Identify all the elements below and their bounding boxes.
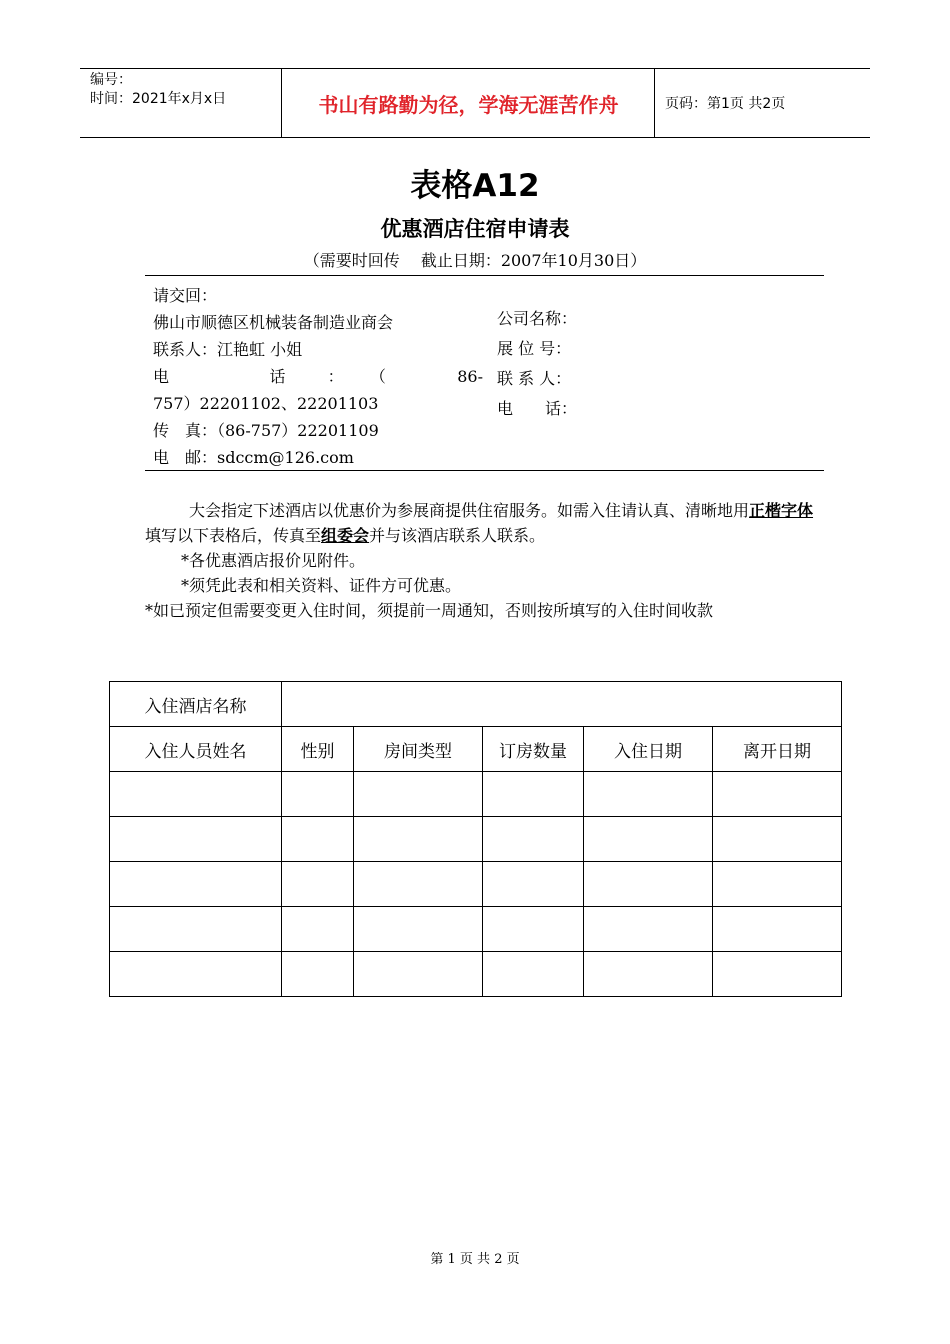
cell-gender[interactable] <box>282 772 354 817</box>
cell-check-out[interactable] <box>713 772 842 817</box>
hotel-name-label: 入住酒店名称 <box>110 682 282 727</box>
company-name-label: 公司名称： <box>497 309 578 328</box>
divider-top <box>145 275 824 276</box>
organizer-name: 佛山市顺德区机械装备制造业商会 <box>153 313 394 332</box>
cell-room-count[interactable] <box>483 772 584 817</box>
table-row <box>110 772 842 817</box>
instruction-emphasis-font: 正楷字体 <box>749 501 814 520</box>
organizer-fax: 传 真：（86-757）22201109 <box>153 421 379 440</box>
return-info <box>153 282 483 471</box>
cell-gender[interactable] <box>282 907 354 952</box>
col-room-type: 房间类型 <box>354 727 483 772</box>
cell-room-count[interactable] <box>483 952 584 997</box>
hotel-name-field[interactable] <box>282 682 842 727</box>
cell-room-type[interactable] <box>354 862 483 907</box>
col-check-out: 离开日期 <box>713 727 842 772</box>
applicant-info <box>497 304 697 424</box>
cell-room-type[interactable] <box>354 772 483 817</box>
cell-room-type[interactable] <box>354 952 483 997</box>
cell-room-count[interactable] <box>483 817 584 862</box>
instruction-text-a: 大会指定下述酒店以优惠价为参展商提供住宿服务。如需入住请认真、清晰地用 <box>189 501 750 520</box>
cell-check-in[interactable] <box>584 817 713 862</box>
cell-check-in[interactable] <box>584 952 713 997</box>
table-row <box>110 907 842 952</box>
divider-bottom <box>145 470 824 471</box>
instruction-paragraph <box>145 498 815 548</box>
cell-room-count[interactable] <box>483 862 584 907</box>
col-guest-name: 入住人员姓名 <box>110 727 282 772</box>
cell-gender[interactable] <box>282 817 354 862</box>
organizer-phone-line2: 757）22201102、22201103 <box>153 394 379 413</box>
cell-guest-name[interactable] <box>110 862 282 907</box>
table-row <box>110 952 842 997</box>
cell-guest-name[interactable] <box>110 952 282 997</box>
cell-room-count[interactable] <box>483 907 584 952</box>
form-subtitle: 优惠酒店住宿申请表 <box>380 217 570 241</box>
instruction-text-e: 并与该酒店联系人联系。 <box>369 526 546 545</box>
time-label: 时间：2021年x月x日 <box>90 91 227 107</box>
telephone-label: 电 话： <box>497 399 578 418</box>
instruction-text-c: 填写以下表格后，传真至 <box>145 526 322 545</box>
cell-check-in[interactable] <box>584 862 713 907</box>
cell-room-type[interactable] <box>354 817 483 862</box>
note-price: *各优惠酒店报价见附件。 <box>181 551 366 570</box>
header-page-info: 页码：第1页 共2页 <box>665 96 786 112</box>
cell-check-in[interactable] <box>584 907 713 952</box>
booth-number-label: 展 位 号： <box>497 339 572 358</box>
header-meta <box>80 69 282 137</box>
cell-check-out[interactable] <box>713 952 842 997</box>
cell-guest-name[interactable] <box>110 907 282 952</box>
number-label: 编号： <box>90 72 132 88</box>
contact-person-label: 联 系 人： <box>497 369 572 388</box>
cell-gender[interactable] <box>282 952 354 997</box>
cell-guest-name[interactable] <box>110 772 282 817</box>
table-row <box>110 862 842 907</box>
organizer-phone-line1: 电 话 ： （ 86- <box>153 367 483 386</box>
cell-check-in[interactable] <box>584 772 713 817</box>
page-footer: 第 1 页 共 2 页 <box>430 1252 520 1267</box>
organizer-email: 电 邮：sdccm@126.com <box>153 448 354 467</box>
header-row <box>110 727 842 772</box>
hotel-row <box>110 682 842 727</box>
booking-table <box>109 681 842 997</box>
cell-check-out[interactable] <box>713 862 842 907</box>
cell-check-out[interactable] <box>713 907 842 952</box>
form-title: 表格A12 <box>410 168 540 204</box>
header-motto: 书山有路勤为径，学海无涯苦作舟 <box>283 69 655 137</box>
note-documents: *须凭此表和相关资料、证件方可优惠。 <box>181 576 462 595</box>
table-row <box>110 817 842 862</box>
cell-room-type[interactable] <box>354 907 483 952</box>
col-room-count: 订房数量 <box>483 727 584 772</box>
cell-check-out[interactable] <box>713 817 842 862</box>
organizer-contact: 联系人：江艳虹 小姐 <box>153 340 303 359</box>
cell-gender[interactable] <box>282 862 354 907</box>
instruction-emphasis-committee: 组委会 <box>321 526 370 545</box>
col-check-in: 入住日期 <box>584 727 713 772</box>
note-change: *如已预定但需要变更入住时间，须提前一周通知，否则按所填写的入住时间收款 <box>145 601 714 620</box>
document-header <box>80 68 870 138</box>
cell-guest-name[interactable] <box>110 817 282 862</box>
return-to-label: 请交回： <box>153 286 218 305</box>
col-gender: 性别 <box>282 727 354 772</box>
deadline-line: （需要时回传 截止日期：2007年10月30日） <box>303 251 647 270</box>
